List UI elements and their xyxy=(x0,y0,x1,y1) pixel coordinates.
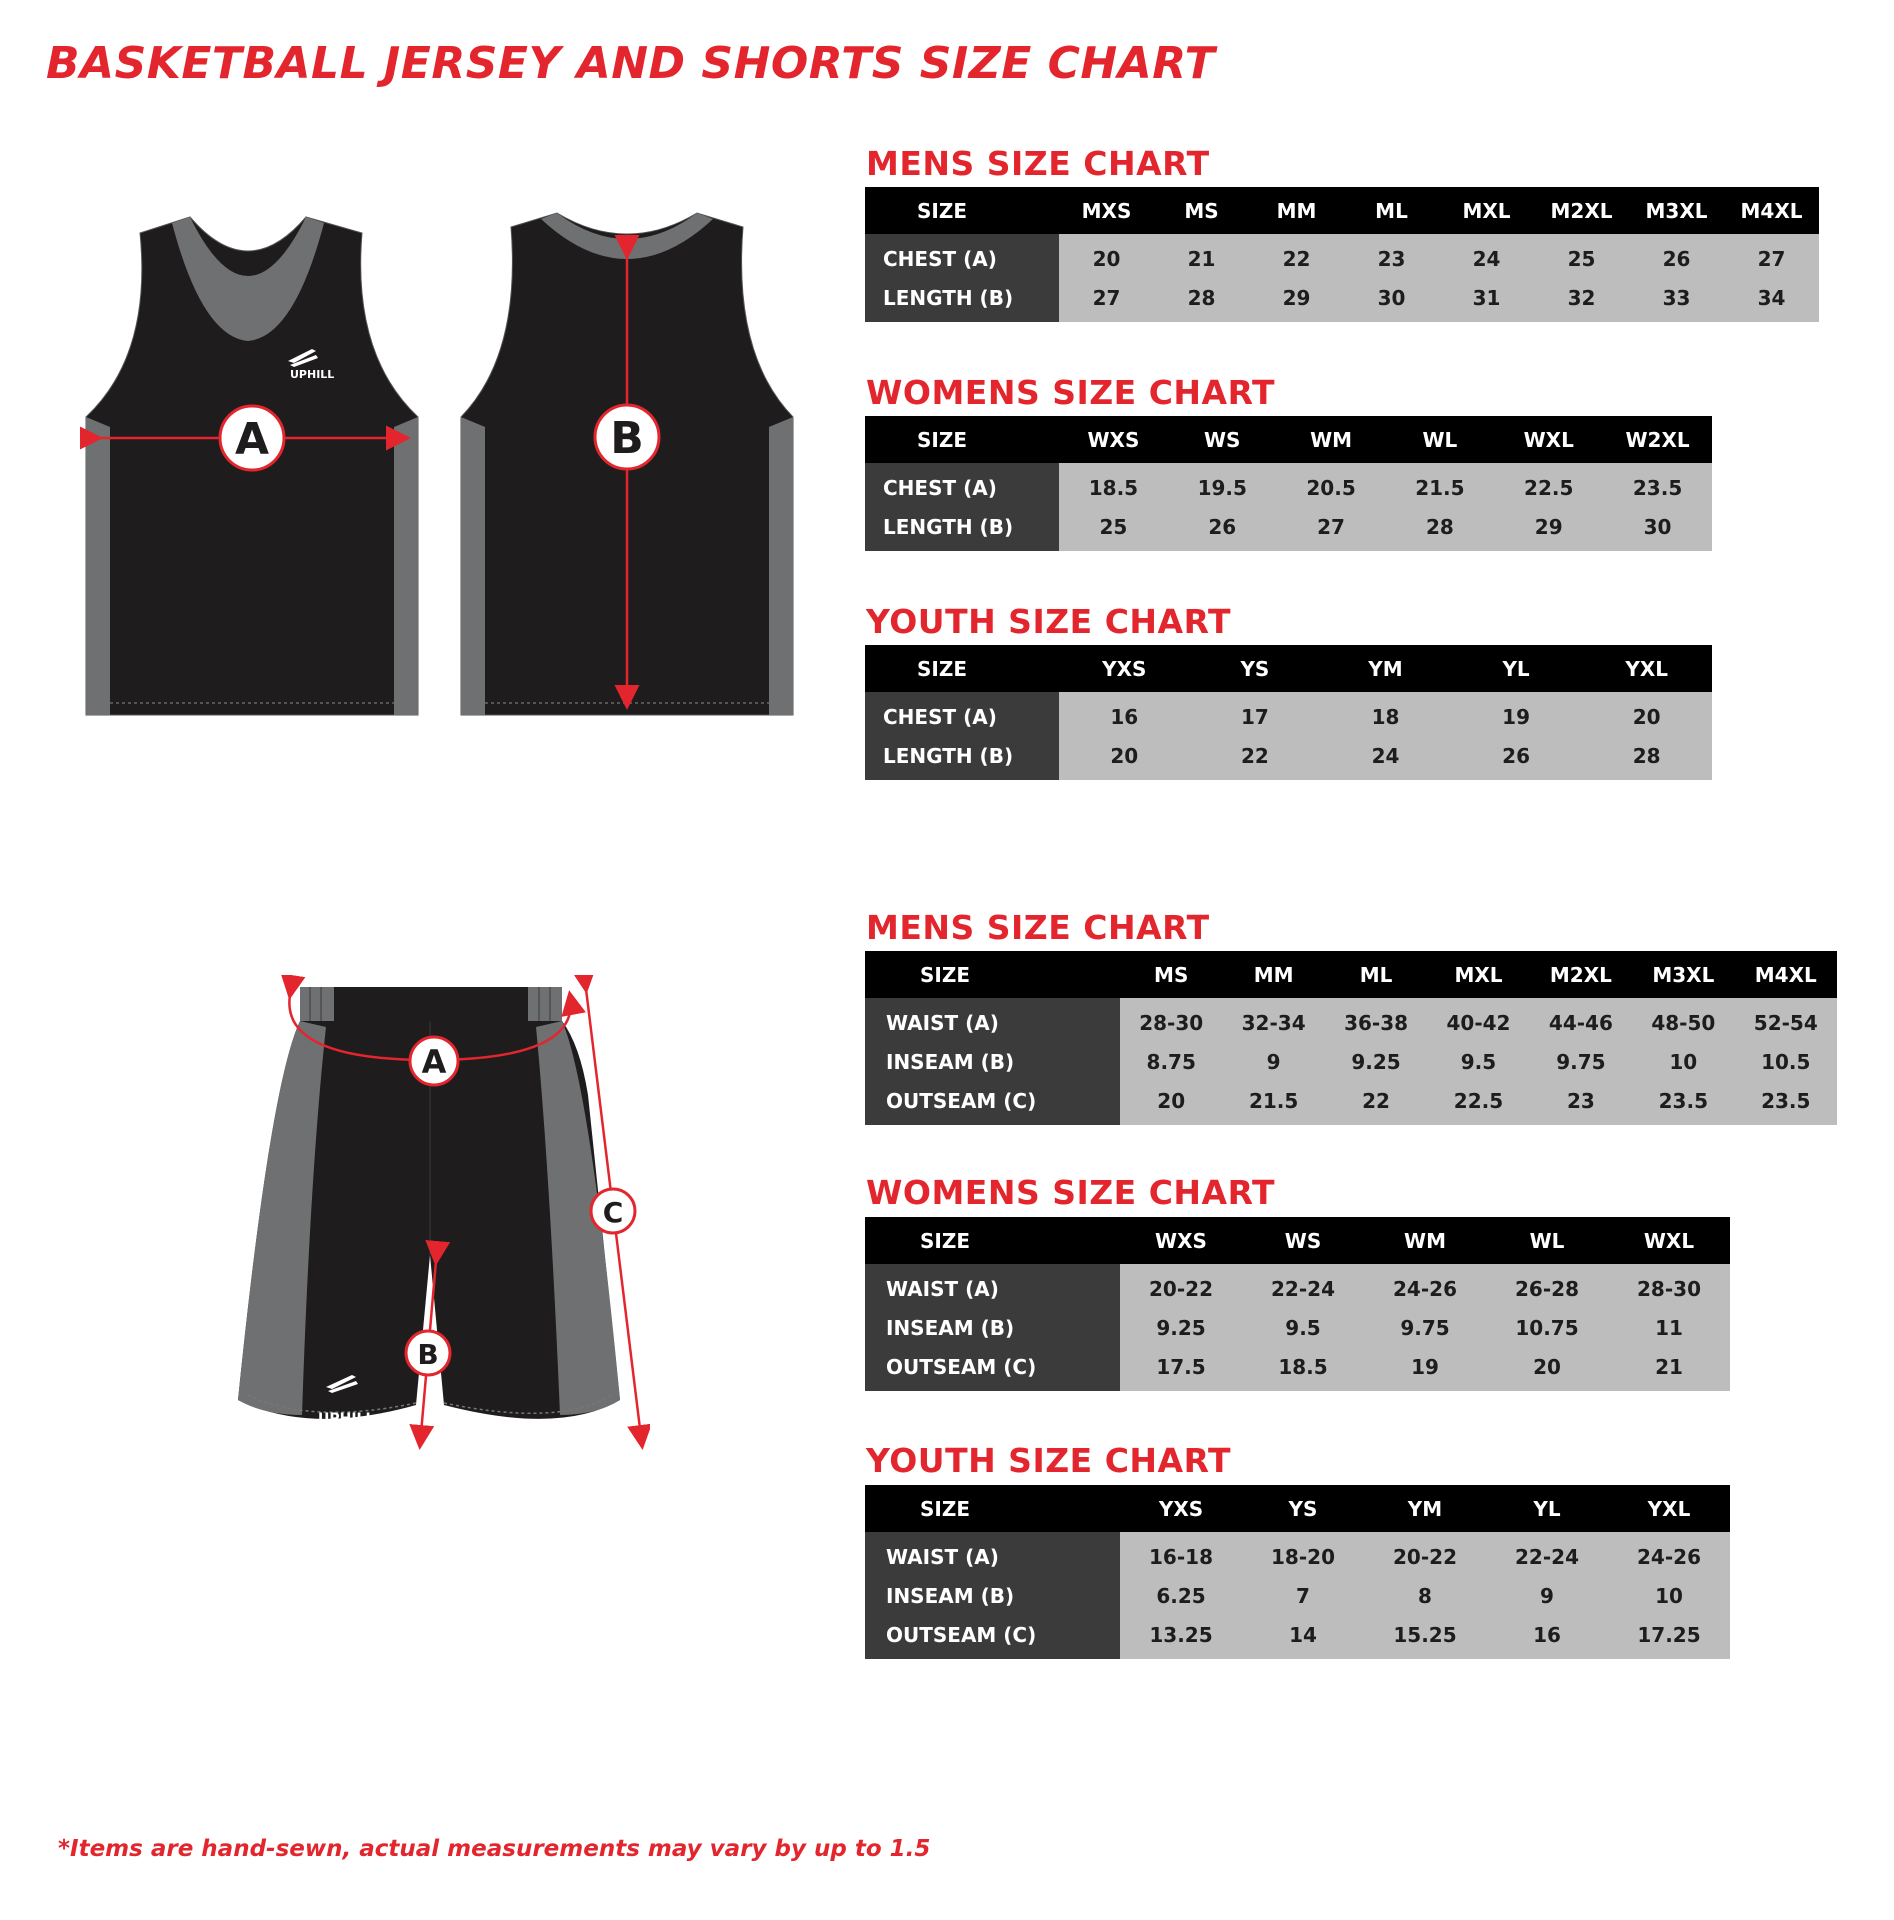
table-row xyxy=(865,463,1712,507)
marker-a-badge xyxy=(220,406,284,470)
cell: 44-46 xyxy=(1530,998,1632,1042)
table-row xyxy=(865,1264,1730,1308)
cell: 18 xyxy=(1320,692,1451,736)
row-label: LENGTH (B) xyxy=(865,736,1059,780)
size-col: M4XL xyxy=(1735,951,1837,998)
jersey-youth-title: YOUTH SIZE CHART xyxy=(866,602,1232,641)
shorts-womens-table xyxy=(865,1217,1730,1391)
jersey-mens-table xyxy=(865,187,1819,322)
cell: 9.75 xyxy=(1364,1308,1486,1347)
row-label: LENGTH (B) xyxy=(865,507,1059,551)
cell: 20 xyxy=(1486,1347,1608,1391)
marker-c-badge xyxy=(591,1189,635,1233)
cell: 20 xyxy=(1120,1081,1222,1125)
table-row xyxy=(865,1081,1837,1125)
size-col: MXL xyxy=(1439,187,1534,234)
cell: 20 xyxy=(1059,736,1190,780)
cell: 23.5 xyxy=(1632,1081,1734,1125)
size-col: WM xyxy=(1364,1217,1486,1264)
table-row xyxy=(865,1347,1730,1391)
size-col: YXL xyxy=(1581,645,1712,692)
size-col: MM xyxy=(1249,187,1344,234)
cell: 8.75 xyxy=(1120,1042,1222,1081)
size-col: MM xyxy=(1222,951,1324,998)
cell: 17.25 xyxy=(1608,1615,1730,1659)
size-col: WXS xyxy=(1059,416,1168,463)
size-col: M2XL xyxy=(1530,951,1632,998)
cell: 19 xyxy=(1451,692,1582,736)
cell: 24-26 xyxy=(1364,1264,1486,1308)
shorts-logo: UPHILL xyxy=(318,1411,375,1427)
cell: 28-30 xyxy=(1608,1264,1730,1308)
row-label: WAIST (A) xyxy=(865,1264,1120,1308)
cell: 18.5 xyxy=(1242,1347,1364,1391)
cell: 22 xyxy=(1325,1081,1427,1125)
size-col: YXS xyxy=(1059,645,1190,692)
shorts-illustration xyxy=(230,975,650,1475)
table-row xyxy=(865,1308,1730,1347)
cell: 32-34 xyxy=(1222,998,1324,1042)
cell: 25 xyxy=(1059,507,1168,551)
cell: 9 xyxy=(1486,1576,1608,1615)
jersey-youth-table xyxy=(865,645,1712,780)
jersey-front-left-panel xyxy=(86,417,110,715)
page-title: BASKETBALL JERSEY AND SHORTS SIZE CHART xyxy=(46,38,1216,89)
cell: 27 xyxy=(1277,507,1386,551)
cell: 9.25 xyxy=(1120,1308,1242,1347)
table-row xyxy=(865,1042,1837,1081)
cell: 20.5 xyxy=(1277,463,1386,507)
size-header: SIZE xyxy=(865,1485,1120,1532)
size-header: SIZE xyxy=(865,187,1059,234)
cell: 21 xyxy=(1154,234,1249,278)
shorts-waistband xyxy=(300,987,562,1021)
cell: 31 xyxy=(1439,278,1534,322)
row-label: CHEST (A) xyxy=(865,692,1059,736)
cell: 17 xyxy=(1190,692,1321,736)
size-header: SIZE xyxy=(865,951,1120,998)
marker-b-badge xyxy=(406,1331,450,1375)
cell: 28 xyxy=(1385,507,1494,551)
cell: 29 xyxy=(1494,507,1603,551)
cell: 9 xyxy=(1222,1042,1324,1081)
row-label: INSEAM (B) xyxy=(865,1576,1120,1615)
row-label: INSEAM (B) xyxy=(865,1308,1120,1347)
cell: 23.5 xyxy=(1735,1081,1837,1125)
cell: 27 xyxy=(1724,234,1819,278)
cell: 40-42 xyxy=(1427,998,1529,1042)
size-col: YXL xyxy=(1608,1485,1730,1532)
cell: 30 xyxy=(1603,507,1712,551)
cell: 10.75 xyxy=(1486,1308,1608,1347)
shorts-womens-title: WOMENS SIZE CHART xyxy=(866,1173,1276,1212)
row-label: CHEST (A) xyxy=(865,463,1059,507)
cell: 9.5 xyxy=(1427,1042,1529,1081)
row-label: LENGTH (B) xyxy=(865,278,1059,322)
cell: 24 xyxy=(1439,234,1534,278)
row-label: OUTSEAM (C) xyxy=(865,1081,1120,1125)
cell: 6.25 xyxy=(1120,1576,1242,1615)
cell: 17.5 xyxy=(1120,1347,1242,1391)
marker-b-badge xyxy=(595,405,659,469)
size-col: WM xyxy=(1277,416,1386,463)
cell: 28 xyxy=(1154,278,1249,322)
cell: 36-38 xyxy=(1325,998,1427,1042)
marker-a-badge xyxy=(410,1037,458,1085)
size-col: MXL xyxy=(1427,951,1529,998)
jersey-womens-table xyxy=(865,416,1712,551)
size-col: YS xyxy=(1242,1485,1364,1532)
cell: 20 xyxy=(1581,692,1712,736)
size-col: WL xyxy=(1486,1217,1608,1264)
cell: 22-24 xyxy=(1486,1532,1608,1576)
cell: 21 xyxy=(1608,1347,1730,1391)
cell: 16 xyxy=(1059,692,1190,736)
jersey-front-illustration xyxy=(80,205,430,720)
cell: 19.5 xyxy=(1168,463,1277,507)
cell: 25 xyxy=(1534,234,1629,278)
cell: 26 xyxy=(1168,507,1277,551)
size-col: M3XL xyxy=(1629,187,1724,234)
row-label: WAIST (A) xyxy=(865,1532,1120,1576)
cell: 28 xyxy=(1581,736,1712,780)
cell: 10 xyxy=(1608,1576,1730,1615)
cell: 20 xyxy=(1059,234,1154,278)
cell: 18.5 xyxy=(1059,463,1168,507)
table-row xyxy=(865,1615,1730,1659)
size-col: ML xyxy=(1325,951,1427,998)
size-col: WXL xyxy=(1494,416,1603,463)
cell: 22 xyxy=(1190,736,1321,780)
size-col: WS xyxy=(1168,416,1277,463)
cell: 19 xyxy=(1364,1347,1486,1391)
cell: 16-18 xyxy=(1120,1532,1242,1576)
size-col: MXS xyxy=(1059,187,1154,234)
cell: 24-26 xyxy=(1608,1532,1730,1576)
cell: 23 xyxy=(1530,1081,1632,1125)
footnote: *Items are hand-sewn, actual measurements may vary by up to 1.5 xyxy=(58,1836,931,1862)
cell: 22.5 xyxy=(1427,1081,1529,1125)
cell: 11 xyxy=(1608,1308,1730,1347)
cell: 7 xyxy=(1242,1576,1364,1615)
table-row xyxy=(865,1532,1730,1576)
size-header: SIZE xyxy=(865,645,1059,692)
table-row xyxy=(865,278,1819,322)
cell: 32 xyxy=(1534,278,1629,322)
size-col: YL xyxy=(1451,645,1582,692)
svg-text:B: B xyxy=(610,413,644,464)
svg-text:A: A xyxy=(234,414,270,465)
jersey-front-right-panel xyxy=(394,417,418,715)
size-col: YM xyxy=(1364,1485,1486,1532)
cell: 21.5 xyxy=(1222,1081,1324,1125)
shorts-mens-title: MENS SIZE CHART xyxy=(866,908,1210,947)
row-label: CHEST (A) xyxy=(865,234,1059,278)
shorts-youth-table xyxy=(865,1485,1730,1659)
size-col: MS xyxy=(1120,951,1222,998)
size-header: SIZE xyxy=(865,416,1059,463)
cell: 8 xyxy=(1364,1576,1486,1615)
table-row xyxy=(865,692,1712,736)
cell: 26 xyxy=(1451,736,1582,780)
jersey-mens-title: MENS SIZE CHART xyxy=(866,144,1210,183)
svg-text:B: B xyxy=(417,1338,439,1371)
cell: 21.5 xyxy=(1385,463,1494,507)
cell: 22.5 xyxy=(1494,463,1603,507)
size-col: YL xyxy=(1486,1485,1608,1532)
cell: 15.25 xyxy=(1364,1615,1486,1659)
table-row xyxy=(865,998,1837,1042)
svg-text:A: A xyxy=(421,1043,447,1081)
size-col: YXS xyxy=(1120,1485,1242,1532)
cell: 16 xyxy=(1486,1615,1608,1659)
row-label: OUTSEAM (C) xyxy=(865,1615,1120,1659)
size-col: ML xyxy=(1344,187,1439,234)
cell: 26-28 xyxy=(1486,1264,1608,1308)
jersey-front-logo: UPHILL xyxy=(290,368,335,381)
cell: 34 xyxy=(1724,278,1819,322)
size-col: W2XL xyxy=(1603,416,1712,463)
cell: 27 xyxy=(1059,278,1154,322)
size-col: WXS xyxy=(1120,1217,1242,1264)
cell: 9.25 xyxy=(1325,1042,1427,1081)
cell: 10.5 xyxy=(1735,1042,1837,1081)
size-header: SIZE xyxy=(865,1217,1120,1264)
size-col: YS xyxy=(1190,645,1321,692)
cell: 20-22 xyxy=(1120,1264,1242,1308)
cell: 13.25 xyxy=(1120,1615,1242,1659)
cell: 33 xyxy=(1629,278,1724,322)
size-col: M3XL xyxy=(1632,951,1734,998)
cell: 23 xyxy=(1344,234,1439,278)
cell: 14 xyxy=(1242,1615,1364,1659)
row-label: OUTSEAM (C) xyxy=(865,1347,1120,1391)
cell: 23.5 xyxy=(1603,463,1712,507)
cell: 22-24 xyxy=(1242,1264,1364,1308)
cell: 24 xyxy=(1320,736,1451,780)
size-col: WS xyxy=(1242,1217,1364,1264)
cell: 9.5 xyxy=(1242,1308,1364,1347)
row-label: INSEAM (B) xyxy=(865,1042,1120,1081)
jersey-back-illustration xyxy=(455,205,805,720)
jersey-back-left-panel xyxy=(461,417,485,715)
svg-text:C: C xyxy=(602,1196,624,1229)
cell: 22 xyxy=(1249,234,1344,278)
cell: 48-50 xyxy=(1632,998,1734,1042)
size-col: WL xyxy=(1385,416,1494,463)
cell: 29 xyxy=(1249,278,1344,322)
cell: 28-30 xyxy=(1120,998,1222,1042)
table-row xyxy=(865,736,1712,780)
shorts-mens-table xyxy=(865,951,1837,1125)
cell: 52-54 xyxy=(1735,998,1837,1042)
cell: 10 xyxy=(1632,1042,1734,1081)
cell: 18-20 xyxy=(1242,1532,1364,1576)
jersey-womens-title: WOMENS SIZE CHART xyxy=(866,373,1276,412)
size-col: M2XL xyxy=(1534,187,1629,234)
jersey-back-right-panel xyxy=(769,417,793,715)
cell: 9.75 xyxy=(1530,1042,1632,1081)
row-label: WAIST (A) xyxy=(865,998,1120,1042)
size-col: YM xyxy=(1320,645,1451,692)
cell: 26 xyxy=(1629,234,1724,278)
cell: 20-22 xyxy=(1364,1532,1486,1576)
table-row xyxy=(865,507,1712,551)
cell: 30 xyxy=(1344,278,1439,322)
size-col: WXL xyxy=(1608,1217,1730,1264)
table-row xyxy=(865,234,1819,278)
table-row xyxy=(865,1576,1730,1615)
shorts-youth-title: YOUTH SIZE CHART xyxy=(866,1441,1232,1480)
size-col: M4XL xyxy=(1724,187,1819,234)
size-col: MS xyxy=(1154,187,1249,234)
